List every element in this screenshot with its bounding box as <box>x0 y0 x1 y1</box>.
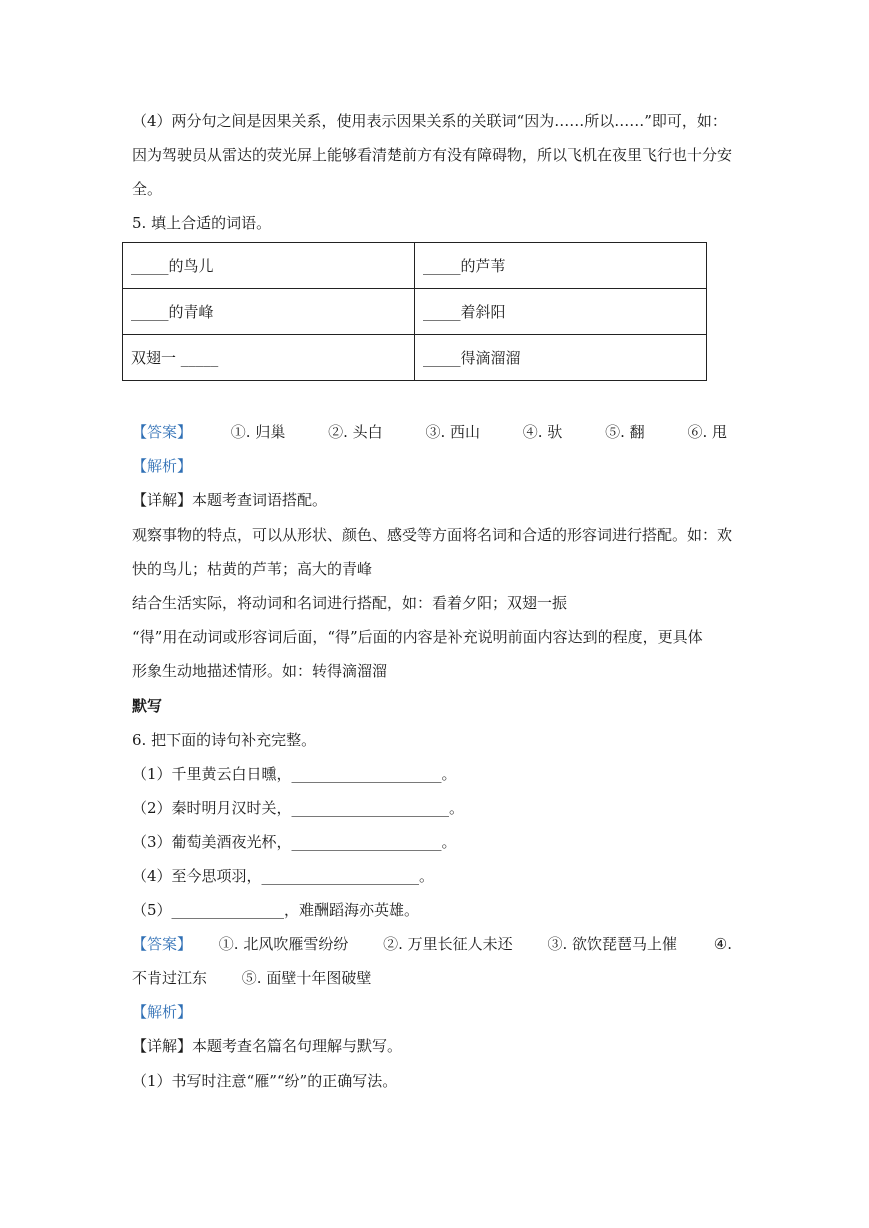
answer-item: ⑥. 甩 <box>687 423 727 441</box>
q6-title: 6. 把下面的诗句补充完整。 <box>132 731 317 749</box>
analysis-label: 【解析】 <box>132 1003 193 1021</box>
answer-item: ④. <box>713 935 732 953</box>
table-row <box>123 289 707 335</box>
q4-analysis-line2: 因为驾驶员从雷达的荧光屏上能够看清楚前方有没有障碍物，所以飞机在夜里飞行也十分安 <box>132 146 733 164</box>
answer-item: 不肯过江东 <box>132 969 208 987</box>
analysis-text: 快的鸟儿；枯黄的芦苇；高大的青峰 <box>132 560 373 578</box>
answer-item: ④. 驮 <box>522 423 563 441</box>
poem-item: （1）千里黄云白日曛，____________________。 <box>132 765 457 783</box>
analysis-text: 形象生动地描述情形。如：转得滴溜溜 <box>132 662 388 680</box>
table-cell: _____的青峰 <box>123 289 415 335</box>
analysis-text: 结合生活实际，将动词和名词进行搭配，如：看着夕阳；双翅一振 <box>132 594 568 612</box>
poem-item: （5）_______________，难酬蹈海亦英雄。 <box>132 901 420 919</box>
answer-item: ⑤. 面壁十年图破壁 <box>241 969 372 987</box>
poem-item: （2）秦时明月汉时关，_____________________。 <box>132 799 465 817</box>
analysis-text: （1）书写时注意“雁”“纷”的正确写法。 <box>132 1072 398 1090</box>
q6-answer-line2 <box>132 968 371 988</box>
answer-item: ⑤. 翻 <box>605 423 645 441</box>
table-cell: _____着斜阳 <box>415 289 707 335</box>
poem-item: （3）葡萄美酒夜光杯，____________________。 <box>132 833 457 851</box>
answer-item: ③. 欲饮琵琶马上催 <box>547 935 677 953</box>
q5-title: 5. 填上合适的词语。 <box>132 214 272 232</box>
table-cell: _____得滴溜溜 <box>415 335 707 381</box>
answer-item: ②. 万里长征人未还 <box>383 935 513 953</box>
section-heading: 默写 <box>132 697 163 715</box>
q4-analysis-line3: 全。 <box>132 180 163 198</box>
fill-words-table <box>122 242 707 381</box>
answer-label: 【答案】 <box>132 935 193 953</box>
analysis-text: 观察事物的特点，可以从形状、颜色、感受等方面将名词和合适的形容词进行搭配。如：欢 <box>132 526 733 544</box>
table-row <box>123 243 707 289</box>
q5-answer-line <box>132 422 727 442</box>
q4-analysis-line1: （4）两分句之间是因果关系，使用表示因果关系的关联词“因为……所以……”即可，如： <box>132 112 727 130</box>
analysis-label: 【解析】 <box>132 457 193 475</box>
answer-label: 【答案】 <box>132 423 193 441</box>
answer-item: ③. 西山 <box>425 423 480 441</box>
table-cell: _____的鸟儿 <box>123 243 415 289</box>
q6-answer-line <box>132 934 732 954</box>
answer-item: ①. 归巢 <box>230 423 286 441</box>
detail-line: 【详解】本题考查名篇名句理解与默写。 <box>132 1037 403 1055</box>
poem-item: （4）至今思项羽，_____________________。 <box>132 867 435 885</box>
table-row <box>123 335 707 381</box>
answer-item: ①. 北风吹雁雪纷纷 <box>218 935 349 953</box>
table-cell: _____的芦苇 <box>415 243 707 289</box>
answer-item: ②. 头白 <box>328 423 383 441</box>
table-cell: 双翅一 _____ <box>123 335 415 381</box>
detail-line: 【详解】本题考查词语搭配。 <box>132 491 328 509</box>
analysis-text: “得”用在动词或形容词后面，“得”后面的内容是补充说明前面内容达到的程度，更具体 <box>132 628 703 646</box>
